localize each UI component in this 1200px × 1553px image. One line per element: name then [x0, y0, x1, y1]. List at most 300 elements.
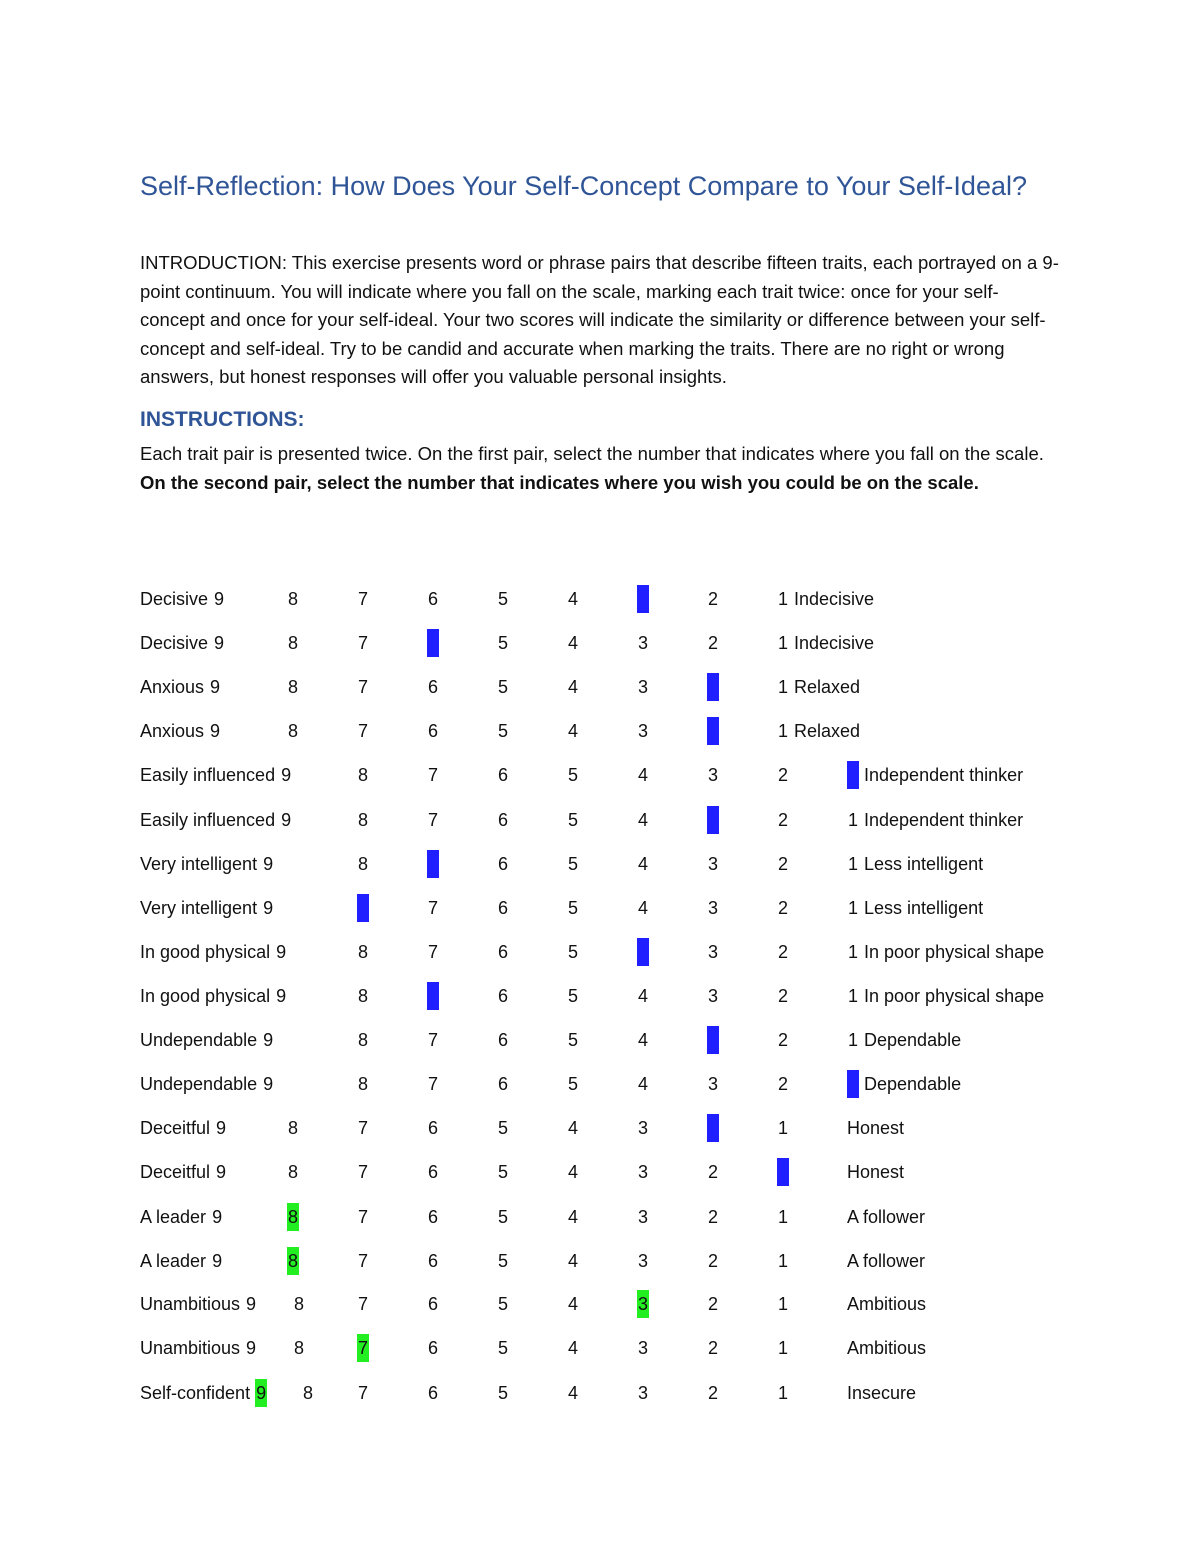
- scale-cell: [357, 1290, 369, 1318]
- scale-value-2[interactable]: 2: [708, 633, 719, 653]
- scale-cell: [427, 894, 439, 922]
- scale-value-7[interactable]: 7: [428, 942, 439, 962]
- scale-value-7-selected[interactable]: 7: [427, 850, 439, 878]
- scale-value-4[interactable]: 4: [638, 1030, 649, 1050]
- scale-value-6[interactable]: 6: [428, 1251, 439, 1271]
- scale-cell: [357, 850, 369, 878]
- trait-row: [0, 1290, 1200, 1318]
- scale-value-2[interactable]: 2: [778, 1030, 789, 1050]
- scale-value-7[interactable]: 7: [428, 1030, 439, 1050]
- scale-value-5[interactable]: 5: [498, 1294, 509, 1314]
- scale-value-3[interactable]: 3: [708, 1074, 719, 1094]
- scale-cell: [357, 938, 369, 966]
- scale-value-4[interactable]: 4: [568, 721, 579, 741]
- scale-cell: [567, 938, 579, 966]
- scale-value-5[interactable]: 5: [568, 986, 579, 1006]
- scale-value-7[interactable]: 7: [358, 677, 369, 697]
- scale-cell: [497, 806, 509, 834]
- scale-cell: [287, 1158, 299, 1186]
- trait-row: [0, 1070, 1200, 1098]
- scale-cell: [357, 1158, 369, 1186]
- scale-value-4[interactable]: 4: [568, 1207, 579, 1227]
- trait-row: [0, 1158, 1200, 1186]
- scale-value-5[interactable]: 5: [498, 1162, 509, 1182]
- trait-row: [0, 1114, 1200, 1142]
- scale-value-8[interactable]: 8: [288, 633, 299, 653]
- scale-value-1-selected[interactable]: 1: [777, 1158, 789, 1186]
- instructions-bold-text: On the second pair, select the number that indicates where you wish you could be on the scale.: [140, 472, 979, 493]
- scale-cell: [427, 938, 439, 966]
- scale-value-6[interactable]: 6: [498, 898, 509, 918]
- trait-left-text: A leader: [140, 1207, 212, 1227]
- scale-cell: [707, 850, 719, 878]
- scale-value-9[interactable]: 9: [255, 1379, 267, 1407]
- scale-value-7-selected[interactable]: 7: [357, 1334, 369, 1362]
- scale-value-5[interactable]: 5: [568, 765, 579, 785]
- scale-cell: [497, 982, 509, 1010]
- scale-value-1[interactable]: 1: [778, 721, 789, 741]
- scale-value-3-selected[interactable]: 3: [707, 806, 719, 834]
- scale-value-9[interactable]: 9: [263, 854, 274, 874]
- scale-cell: [293, 1290, 305, 1318]
- scale-value-3[interactable]: 3: [638, 1383, 649, 1403]
- scale-value-1[interactable]: 1: [848, 986, 859, 1006]
- scale-cell: [287, 1114, 299, 1142]
- trait-left-text: Undependable: [140, 1074, 263, 1094]
- scale-value-3[interactable]: 3: [638, 633, 649, 653]
- trait-left-label: [140, 629, 225, 657]
- scale-cell: [777, 1203, 789, 1231]
- scale-value-9[interactable]: 9: [281, 810, 292, 830]
- scale-value-4[interactable]: 4: [568, 1118, 579, 1138]
- trait-left-label: [140, 850, 274, 878]
- trait-right-label: In poor physical shape: [859, 942, 1045, 962]
- scale-cell: [427, 585, 439, 613]
- scale-value-5[interactable]: 5: [498, 1118, 509, 1138]
- scale-cell: [707, 1158, 719, 1186]
- scale-value-4[interactable]: 4: [568, 1162, 579, 1182]
- scale-value-9[interactable]: 9: [246, 1294, 257, 1314]
- scale-value-6-selected[interactable]: 6: [427, 629, 439, 657]
- scale-value-1[interactable]: 1: [778, 1383, 789, 1403]
- scale-value-3[interactable]: 3: [638, 1251, 649, 1271]
- scale-value-1[interactable]: 1: [848, 1030, 859, 1050]
- scale-value-5[interactable]: 5: [568, 1030, 579, 1050]
- trait-left-label: [140, 761, 292, 789]
- scale-value-3[interactable]: 3: [708, 898, 719, 918]
- scale-cell: [567, 761, 579, 789]
- scale-cell: [637, 629, 649, 657]
- scale-value-2[interactable]: 2: [778, 765, 789, 785]
- scale-value-4[interactable]: 4: [638, 1074, 649, 1094]
- scale-value-2[interactable]: 2: [778, 810, 789, 830]
- trait-left-text: Very intelligent: [140, 898, 263, 918]
- scale-cell: [567, 1026, 579, 1054]
- scale-cell: [777, 1379, 789, 1407]
- scale-value-7[interactable]: 7: [358, 1207, 369, 1227]
- scale-cell: [637, 1379, 649, 1407]
- scale-value-8[interactable]: 8: [358, 1030, 369, 1050]
- scale-cell: [357, 1026, 369, 1054]
- scale-value-7[interactable]: 7: [358, 1294, 369, 1314]
- scale-value-6[interactable]: 6: [428, 1118, 439, 1138]
- scale-value-9[interactable]: 9: [214, 633, 225, 653]
- scale-cell: [777, 761, 789, 789]
- scale-value-7[interactable]: 7: [428, 898, 439, 918]
- scale-value-2[interactable]: 2: [708, 1162, 719, 1182]
- scale-value-9[interactable]: 9: [210, 677, 221, 697]
- scale-cell: [427, 673, 439, 701]
- scale-value-7[interactable]: 7: [358, 721, 369, 741]
- scale-value-7[interactable]: 7: [428, 1074, 439, 1094]
- scale-cell: [497, 629, 509, 657]
- trait-left-text: Deceitful: [140, 1118, 216, 1138]
- scale-value-2-selected[interactable]: 2: [707, 1114, 719, 1142]
- trait-row: [0, 1203, 1200, 1231]
- trait-left-text: Easily influenced: [140, 765, 281, 785]
- scale-value-3[interactable]: 3: [708, 986, 719, 1006]
- scale-cell: [637, 806, 649, 834]
- scale-value-1-selected[interactable]: 1: [847, 1070, 859, 1098]
- scale-cell: [637, 761, 649, 789]
- scale-value-2[interactable]: 2: [708, 1251, 719, 1271]
- scale-value-7[interactable]: 7: [358, 1118, 369, 1138]
- scale-value-9[interactable]: 9: [212, 1207, 223, 1227]
- scale-value-2[interactable]: 2: [708, 1207, 719, 1227]
- scale-value-3[interactable]: 3: [638, 721, 649, 741]
- trait-left-label: [140, 1247, 223, 1275]
- scale-cell: [637, 1334, 649, 1362]
- scale-value-9[interactable]: 9: [216, 1162, 227, 1182]
- scale-value-3[interactable]: 3: [638, 1162, 649, 1182]
- scale-value-1[interactable]: 1: [778, 1294, 789, 1314]
- trait-left-label: [140, 806, 292, 834]
- scale-value-3-selected[interactable]: 3: [637, 585, 649, 613]
- trait-right-label: A follower: [847, 1251, 926, 1271]
- scale-value-3-selected[interactable]: 3: [637, 1290, 649, 1318]
- scale-cell: [427, 629, 439, 657]
- scale-value-8[interactable]: 8: [288, 1118, 299, 1138]
- scale-cell: [427, 806, 439, 834]
- scale-value-5[interactable]: 5: [498, 1207, 509, 1227]
- scale-cell: [427, 982, 439, 1010]
- trait-left-label: [140, 1334, 257, 1362]
- scale-value-7[interactable]: 7: [358, 1162, 369, 1182]
- scale-value-2[interactable]: 2: [778, 986, 789, 1006]
- scale-value-4[interactable]: 4: [568, 633, 579, 653]
- scale-value-2[interactable]: 2: [708, 589, 719, 609]
- scale-value-9[interactable]: 9: [212, 1251, 223, 1271]
- scale-value-6[interactable]: 6: [498, 986, 509, 1006]
- scale-cell: [847, 1026, 961, 1054]
- scale-value-2-selected[interactable]: 2: [707, 673, 719, 701]
- scale-cell: [567, 1114, 579, 1142]
- scale-value-1-selected[interactable]: 1: [847, 761, 859, 789]
- scale-cell: [847, 761, 1023, 789]
- scale-value-2[interactable]: 2: [778, 942, 789, 962]
- scale-cell: [777, 938, 789, 966]
- scale-cell: [357, 1247, 369, 1275]
- scale-value-5[interactable]: 5: [568, 810, 579, 830]
- scale-value-9[interactable]: 9: [263, 898, 274, 918]
- scale-cell: [707, 982, 719, 1010]
- trait-left-text: Anxious: [140, 721, 210, 741]
- scale-value-9[interactable]: 9: [214, 589, 225, 609]
- scale-value-4[interactable]: 4: [568, 589, 579, 609]
- scale-cell: [357, 761, 369, 789]
- scale-value-2[interactable]: 2: [778, 854, 789, 874]
- scale-value-6[interactable]: 6: [428, 1294, 439, 1314]
- instructions-text: Each trait pair is presented twice. On the first pair, select the number that indicates where you fall on the scale.: [140, 443, 1044, 464]
- scale-value-9[interactable]: 9: [216, 1118, 227, 1138]
- scale-cell: [427, 850, 439, 878]
- scale-cell: [777, 585, 874, 613]
- scale-value-1[interactable]: 1: [848, 942, 859, 962]
- scale-cell: [427, 1334, 439, 1362]
- scale-value-1[interactable]: 1: [778, 1207, 789, 1227]
- scale-cell: [847, 806, 1023, 834]
- scale-cell: [567, 1247, 579, 1275]
- scale-value-2[interactable]: 2: [708, 1294, 719, 1314]
- scale-value-9[interactable]: 9: [276, 986, 287, 1006]
- scale-value-1[interactable]: 1: [848, 854, 859, 874]
- trait-left-label: [140, 717, 221, 745]
- scale-value-6[interactable]: 6: [498, 810, 509, 830]
- scale-value-2-selected[interactable]: 2: [707, 717, 719, 745]
- scale-value-3[interactable]: 3: [638, 1118, 649, 1138]
- scale-value-1[interactable]: 1: [778, 677, 789, 697]
- scale-value-5[interactable]: 5: [568, 854, 579, 874]
- trait-right-label: Independent thinker: [859, 810, 1024, 830]
- scale-cell: [847, 850, 983, 878]
- scale-value-5[interactable]: 5: [498, 1338, 509, 1358]
- scale-value-9[interactable]: 9: [263, 1030, 274, 1050]
- scale-cell: [497, 1290, 509, 1318]
- scale-cell: [847, 894, 983, 922]
- scale-cell: [567, 1290, 579, 1318]
- scale-value-4[interactable]: 4: [638, 854, 649, 874]
- scale-cell: [637, 850, 649, 878]
- trait-left-text: Very intelligent: [140, 854, 263, 874]
- scale-value-6[interactable]: 6: [498, 765, 509, 785]
- scale-value-4[interactable]: 4: [638, 810, 649, 830]
- trait-left-text: In good physical: [140, 942, 276, 962]
- scale-cell: [357, 717, 369, 745]
- trait-right-label: Independent thinker: [859, 765, 1024, 785]
- scale-value-1[interactable]: 1: [778, 1118, 789, 1138]
- scale-value-5[interactable]: 5: [498, 633, 509, 653]
- trait-row: [0, 717, 1200, 745]
- scale-cell: [707, 585, 719, 613]
- trait-right-label: Insecure: [847, 1383, 917, 1403]
- trait-row: [0, 761, 1200, 789]
- scale-value-8[interactable]: 8: [294, 1338, 305, 1358]
- scale-value-1[interactable]: 1: [848, 898, 859, 918]
- scale-cell: [497, 585, 509, 613]
- scale-value-4[interactable]: 4: [568, 1251, 579, 1271]
- scale-value-8-selected[interactable]: 8: [357, 894, 369, 922]
- scale-value-5[interactable]: 5: [568, 942, 579, 962]
- scale-cell: [357, 894, 369, 922]
- scale-value-6[interactable]: 6: [428, 1383, 439, 1403]
- scale-value-8-selected[interactable]: 8: [287, 1247, 299, 1275]
- scale-cell: [777, 1158, 789, 1186]
- scale-value-5[interactable]: 5: [498, 677, 509, 697]
- scale-value-5[interactable]: 5: [498, 1383, 509, 1403]
- scale-value-5[interactable]: 5: [498, 589, 509, 609]
- scale-value-3[interactable]: 3: [708, 765, 719, 785]
- scale-value-7[interactable]: 7: [428, 810, 439, 830]
- scale-value-6[interactable]: 6: [428, 589, 439, 609]
- scale-cell: [777, 1114, 789, 1142]
- scale-value-3[interactable]: 3: [708, 942, 719, 962]
- trait-left-label: [140, 1290, 257, 1318]
- scale-cell: [427, 1290, 439, 1318]
- scale-value-8[interactable]: 8: [294, 1294, 305, 1314]
- scale-cell: [357, 1334, 369, 1362]
- scale-value-8[interactable]: 8: [358, 765, 369, 785]
- scale-value-8[interactable]: 8: [288, 1162, 299, 1182]
- scale-value-9[interactable]: 9: [263, 1074, 274, 1094]
- scale-cell: [287, 717, 299, 745]
- scale-value-4[interactable]: 4: [568, 677, 579, 697]
- scale-cell: [707, 806, 719, 834]
- instructions-heading: INSTRUCTIONS:: [140, 408, 305, 431]
- trait-row: [0, 1334, 1200, 1362]
- scale-value-6[interactable]: 6: [498, 854, 509, 874]
- scale-value-6[interactable]: 6: [428, 721, 439, 741]
- scale-value-3[interactable]: 3: [638, 1338, 649, 1358]
- scale-value-1[interactable]: 1: [848, 810, 859, 830]
- scale-cell: [427, 1158, 439, 1186]
- scale-cell: [707, 1026, 719, 1054]
- scale-value-8-selected[interactable]: 8: [287, 1203, 299, 1231]
- trait-row: [0, 982, 1200, 1010]
- scale-value-4[interactable]: 4: [638, 986, 649, 1006]
- scale-value-4-selected[interactable]: 4: [637, 938, 649, 966]
- scale-value-7[interactable]: 7: [358, 1251, 369, 1271]
- scale-value-7[interactable]: 7: [358, 1383, 369, 1403]
- scale-value-6[interactable]: 6: [498, 942, 509, 962]
- scale-value-8[interactable]: 8: [358, 810, 369, 830]
- trait-row: [0, 938, 1200, 966]
- scale-value-9[interactable]: 9: [281, 765, 292, 785]
- trait-right-label: Relaxed: [789, 677, 861, 697]
- scale-value-9[interactable]: 9: [246, 1338, 257, 1358]
- trait-left-label: [140, 938, 287, 966]
- scale-value-2[interactable]: 2: [708, 1383, 719, 1403]
- scale-cell: [707, 1070, 719, 1098]
- scale-value-6[interactable]: 6: [428, 677, 439, 697]
- scale-value-5[interactable]: 5: [568, 1074, 579, 1094]
- scale-cell: [357, 673, 369, 701]
- page-title: Self-Reflection: How Does Your Self-Concept Compare to Your Self-Ideal?: [140, 171, 1027, 201]
- scale-cell: [567, 717, 579, 745]
- scale-value-4[interactable]: 4: [568, 1383, 579, 1403]
- scale-value-3[interactable]: 3: [638, 677, 649, 697]
- scale-cell: [357, 806, 369, 834]
- scale-value-6[interactable]: 6: [428, 1207, 439, 1227]
- scale-value-9[interactable]: 9: [276, 942, 287, 962]
- scale-value-4[interactable]: 4: [638, 765, 649, 785]
- scale-value-2[interactable]: 2: [778, 1074, 789, 1094]
- scale-cell: [287, 1203, 299, 1231]
- trait-right-label: Honest: [847, 1162, 905, 1182]
- scale-value-8[interactable]: 8: [358, 942, 369, 962]
- trait-right-label: Less intelligent: [859, 898, 984, 918]
- scale-value-7[interactable]: 7: [358, 633, 369, 653]
- trait-left-text: In good physical: [140, 986, 276, 1006]
- scale-value-8[interactable]: 8: [303, 1383, 314, 1403]
- scale-value-1[interactable]: 1: [778, 1338, 789, 1358]
- trait-right-label: Dependable: [859, 1074, 962, 1094]
- scale-cell: [497, 1203, 509, 1231]
- scale-cell: [567, 673, 579, 701]
- scale-value-8[interactable]: 8: [288, 677, 299, 697]
- scale-cell: [777, 894, 789, 922]
- scale-cell: [637, 1114, 649, 1142]
- scale-value-7[interactable]: 7: [358, 589, 369, 609]
- scale-value-2[interactable]: 2: [708, 1338, 719, 1358]
- scale-value-7[interactable]: 7: [428, 765, 439, 785]
- scale-value-3[interactable]: 3: [638, 1207, 649, 1227]
- scale-value-1[interactable]: 1: [778, 589, 789, 609]
- scale-value-6[interactable]: 6: [498, 1074, 509, 1094]
- trait-right-label: Indecisive: [789, 589, 875, 609]
- scale-value-7-selected[interactable]: 7: [427, 982, 439, 1010]
- scale-value-5[interactable]: 5: [498, 1251, 509, 1271]
- trait-row: [0, 585, 1200, 613]
- scale-value-6[interactable]: 6: [498, 1030, 509, 1050]
- trait-row: [0, 673, 1200, 701]
- scale-value-8[interactable]: 8: [358, 1074, 369, 1094]
- scale-cell: [427, 1070, 439, 1098]
- trait-left-label: [140, 1158, 227, 1186]
- trait-left-label: [140, 1114, 227, 1142]
- scale-value-8[interactable]: 8: [288, 721, 299, 741]
- scale-cell: [777, 1070, 789, 1098]
- scale-value-4[interactable]: 4: [638, 898, 649, 918]
- scale-cell: [637, 673, 649, 701]
- scale-cell: [707, 1379, 719, 1407]
- scale-cell: [707, 1290, 719, 1318]
- scale-value-5[interactable]: 5: [498, 721, 509, 741]
- scale-value-8[interactable]: 8: [358, 986, 369, 1006]
- scale-value-9[interactable]: 9: [210, 721, 221, 741]
- scale-value-6[interactable]: 6: [428, 1162, 439, 1182]
- scale-value-1[interactable]: 1: [778, 1251, 789, 1271]
- scale-value-3[interactable]: 3: [708, 854, 719, 874]
- scale-value-5[interactable]: 5: [568, 898, 579, 918]
- scale-cell: [847, 1070, 961, 1098]
- scale-value-8[interactable]: 8: [358, 854, 369, 874]
- trait-right-label: Less intelligent: [859, 854, 984, 874]
- scale-value-2[interactable]: 2: [778, 898, 789, 918]
- trait-right-label: Dependable: [859, 1030, 962, 1050]
- scale-cell: [287, 629, 299, 657]
- scale-cell: [567, 1158, 579, 1186]
- scale-value-1[interactable]: 1: [778, 633, 789, 653]
- scale-cell: [497, 1158, 509, 1186]
- scale-value-6[interactable]: 6: [428, 1338, 439, 1358]
- scale-cell: [427, 1026, 439, 1054]
- scale-value-4[interactable]: 4: [568, 1338, 579, 1358]
- scale-value-8[interactable]: 8: [288, 589, 299, 609]
- scale-value-3-selected[interactable]: 3: [707, 1026, 719, 1054]
- scale-cell: [287, 1247, 299, 1275]
- scale-cell: [497, 673, 509, 701]
- scale-value-4[interactable]: 4: [568, 1294, 579, 1314]
